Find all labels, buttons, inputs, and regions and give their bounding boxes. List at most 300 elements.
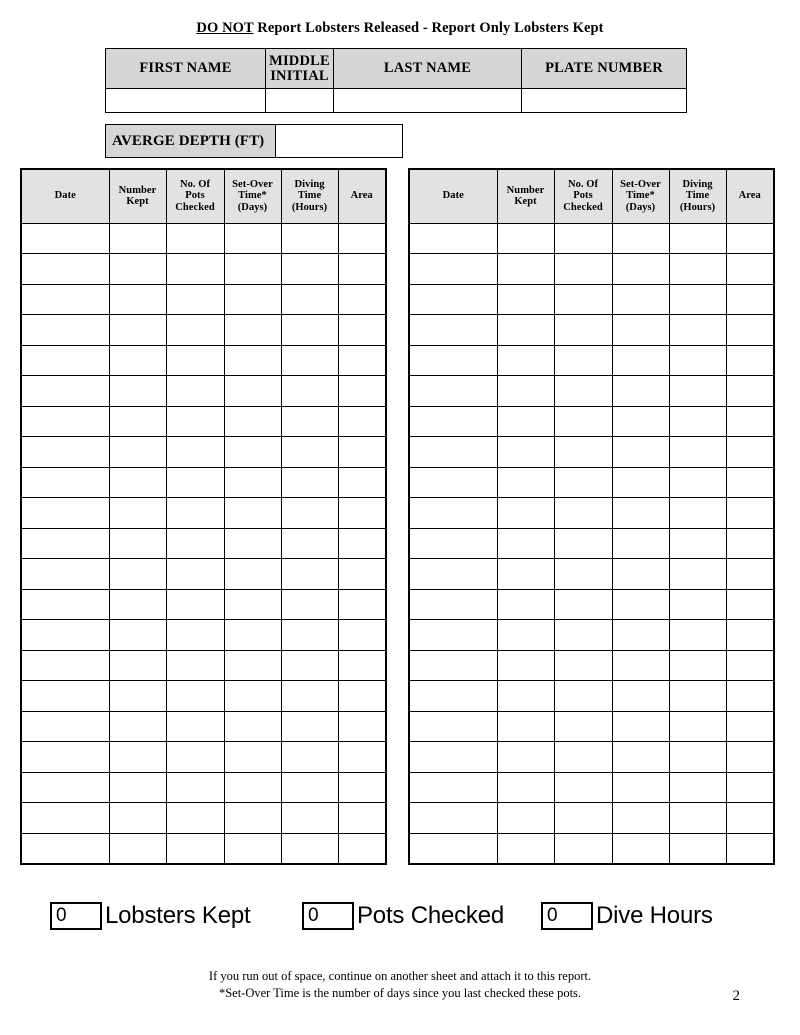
cell-set-over-time-right-21[interactable] [612, 833, 669, 864]
cell-area-right-19[interactable] [726, 772, 774, 803]
cell-set-over-time-left-7[interactable] [224, 406, 281, 437]
cell-area-right-9[interactable] [726, 467, 774, 498]
cell-date-right-18[interactable] [409, 742, 497, 773]
cell-pots-checked-right-1[interactable] [554, 223, 612, 254]
catch-log-row [409, 589, 774, 620]
cell-date-right-21[interactable] [409, 833, 497, 864]
cell-area-left-16[interactable] [338, 681, 386, 712]
cell-date-left-20[interactable] [21, 803, 109, 834]
cell-number-kept-right-10[interactable] [497, 498, 554, 529]
cell-pots-checked-right-11[interactable] [554, 528, 612, 559]
cell-pots-checked-left-8[interactable] [166, 437, 224, 468]
cell-number-kept-right-8[interactable] [497, 437, 554, 468]
header-pots-checked-left [166, 169, 224, 223]
cell-set-over-time-left-15[interactable] [224, 650, 281, 681]
catch-log-row [21, 559, 386, 590]
cell-set-over-time-left-20[interactable] [224, 803, 281, 834]
cell-diving-time-left-1[interactable] [281, 223, 338, 254]
cell-diving-time-left-17[interactable] [281, 711, 338, 742]
cell-diving-time-left-10[interactable] [281, 498, 338, 529]
cell-area-right-14[interactable] [726, 620, 774, 651]
cell-set-over-time-right-3[interactable] [612, 284, 669, 315]
cell-date-right-12[interactable] [409, 559, 497, 590]
cell-diving-time-left-12[interactable] [281, 559, 338, 590]
catch-log-left-body [21, 223, 386, 864]
cell-pots-checked-left-3[interactable] [166, 284, 224, 315]
field-first-name[interactable] [106, 89, 266, 113]
cell-number-kept-right-18[interactable] [497, 742, 554, 773]
cell-area-right-6[interactable] [726, 376, 774, 407]
cell-diving-time-left-5[interactable] [281, 345, 338, 376]
cell-area-left-8[interactable] [338, 437, 386, 468]
cell-pots-checked-right-4[interactable] [554, 315, 612, 346]
cell-diving-time-right-9[interactable] [669, 467, 726, 498]
cell-diving-time-right-7[interactable] [669, 406, 726, 437]
cell-number-kept-left-9[interactable] [109, 467, 166, 498]
cell-pots-checked-right-10[interactable] [554, 498, 612, 529]
cell-pots-checked-left-9[interactable] [166, 467, 224, 498]
cell-area-left-21[interactable] [338, 833, 386, 864]
title-emphasis: DO NOT [196, 20, 254, 36]
field-plate-number[interactable] [522, 89, 687, 113]
cell-area-left-17[interactable] [338, 711, 386, 742]
cell-diving-time-left-2[interactable] [281, 254, 338, 285]
footer-note-setover: *Set-Over Time is the number of days since you last checked these pots. [218, 986, 582, 1001]
cell-date-right-9[interactable] [409, 467, 497, 498]
cell-pots-checked-right-8[interactable] [554, 437, 612, 468]
cell-area-left-11[interactable] [338, 528, 386, 559]
catch-log-left-header-row [21, 169, 386, 223]
cell-number-kept-right-2[interactable] [497, 254, 554, 285]
cell-pots-checked-left-10[interactable] [166, 498, 224, 529]
cell-diving-time-left-21[interactable] [281, 833, 338, 864]
cell-number-kept-left-16[interactable] [109, 681, 166, 712]
cell-number-kept-left-14[interactable] [109, 620, 166, 651]
cell-pots-checked-right-19[interactable] [554, 772, 612, 803]
cell-diving-time-right-15[interactable] [669, 650, 726, 681]
cell-area-right-15[interactable] [726, 650, 774, 681]
cell-set-over-time-left-1[interactable] [224, 223, 281, 254]
catch-log-row [409, 559, 774, 590]
cell-set-over-time-right-18[interactable] [612, 742, 669, 773]
footer-notes [0, 968, 800, 1003]
catch-log-row [409, 498, 774, 529]
cell-pots-checked-left-18[interactable] [166, 742, 224, 773]
cell-area-left-14[interactable] [338, 620, 386, 651]
cell-diving-time-left-3[interactable] [281, 284, 338, 315]
cell-date-right-14[interactable] [409, 620, 497, 651]
catch-log-row [409, 437, 774, 468]
cell-area-right-7[interactable] [726, 406, 774, 437]
cell-pots-checked-left-17[interactable] [166, 711, 224, 742]
cell-diving-time-left-18[interactable] [281, 742, 338, 773]
total-pots-checked-label: Pots Checked [357, 902, 505, 929]
cell-set-over-time-right-9[interactable] [612, 467, 669, 498]
cell-date-left-1[interactable] [21, 223, 109, 254]
cell-pots-checked-left-14[interactable] [166, 620, 224, 651]
cell-date-left-7[interactable] [21, 406, 109, 437]
cell-diving-time-right-2[interactable] [669, 254, 726, 285]
cell-set-over-time-left-2[interactable] [224, 254, 281, 285]
cell-area-left-10[interactable] [338, 498, 386, 529]
average-depth-field[interactable] [276, 125, 403, 158]
cell-number-kept-left-13[interactable] [109, 589, 166, 620]
cell-diving-time-right-11[interactable] [669, 528, 726, 559]
cell-pots-checked-right-5[interactable] [554, 345, 612, 376]
cell-number-kept-left-1[interactable] [109, 223, 166, 254]
cell-pots-checked-right-14[interactable] [554, 620, 612, 651]
cell-number-kept-left-18[interactable] [109, 742, 166, 773]
header-first-name: FIRST NAME [106, 49, 266, 89]
cell-date-left-4[interactable] [21, 315, 109, 346]
cell-number-kept-left-7[interactable] [109, 406, 166, 437]
cell-area-left-9[interactable] [338, 467, 386, 498]
cell-number-kept-left-11[interactable] [109, 528, 166, 559]
catch-log-row [21, 681, 386, 712]
cell-date-right-10[interactable] [409, 498, 497, 529]
cell-date-right-7[interactable] [409, 406, 497, 437]
total-pots-checked-input[interactable] [302, 902, 354, 930]
cell-date-right-6[interactable] [409, 376, 497, 407]
cell-diving-time-left-9[interactable] [281, 467, 338, 498]
cell-area-right-17[interactable] [726, 711, 774, 742]
total-lobsters-kept-group [50, 896, 251, 936]
total-dive-hours-label: Dive Hours [596, 902, 713, 929]
cell-date-right-19[interactable] [409, 772, 497, 803]
cell-pots-checked-right-15[interactable] [554, 650, 612, 681]
cell-number-kept-right-20[interactable] [497, 803, 554, 834]
cell-pots-checked-left-13[interactable] [166, 589, 224, 620]
catch-log-row [409, 223, 774, 254]
cell-number-kept-left-20[interactable] [109, 803, 166, 834]
cell-number-kept-right-21[interactable] [497, 833, 554, 864]
cell-date-right-5[interactable] [409, 345, 497, 376]
cell-number-kept-left-10[interactable] [109, 498, 166, 529]
cell-date-right-2[interactable] [409, 254, 497, 285]
cell-date-left-8[interactable] [21, 437, 109, 468]
header-pots-checked-right [554, 169, 612, 223]
cell-number-kept-right-5[interactable] [497, 345, 554, 376]
cell-number-kept-left-2[interactable] [109, 254, 166, 285]
cell-diving-time-right-12[interactable] [669, 559, 726, 590]
cell-set-over-time-right-15[interactable] [612, 650, 669, 681]
cell-pots-checked-left-21[interactable] [166, 833, 224, 864]
cell-date-right-1[interactable] [409, 223, 497, 254]
cell-diving-time-left-14[interactable] [281, 620, 338, 651]
cell-pots-checked-right-18[interactable] [554, 742, 612, 773]
cell-date-left-2[interactable] [21, 254, 109, 285]
catch-log-row [409, 650, 774, 681]
cell-diving-time-left-8[interactable] [281, 437, 338, 468]
cell-set-over-time-left-4[interactable] [224, 315, 281, 346]
cell-diving-time-right-5[interactable] [669, 345, 726, 376]
cell-number-kept-left-15[interactable] [109, 650, 166, 681]
cell-area-right-2[interactable] [726, 254, 774, 285]
cell-area-right-8[interactable] [726, 437, 774, 468]
average-depth-table [105, 124, 403, 158]
cell-diving-time-right-6[interactable] [669, 376, 726, 407]
cell-date-left-12[interactable] [21, 559, 109, 590]
cell-set-over-time-left-21[interactable] [224, 833, 281, 864]
cell-area-left-7[interactable] [338, 406, 386, 437]
cell-date-left-16[interactable] [21, 681, 109, 712]
cell-set-over-time-right-20[interactable] [612, 803, 669, 834]
header-pots-checked-left-line1: No. Of [179, 178, 211, 190]
cell-date-left-15[interactable] [21, 650, 109, 681]
cell-set-over-time-right-12[interactable] [612, 559, 669, 590]
cell-pots-checked-left-7[interactable] [166, 406, 224, 437]
cell-set-over-time-left-8[interactable] [224, 437, 281, 468]
field-last-name[interactable] [334, 89, 522, 113]
cell-number-kept-left-8[interactable] [109, 437, 166, 468]
cell-diving-time-right-17[interactable] [669, 711, 726, 742]
cell-date-right-3[interactable] [409, 284, 497, 315]
cell-set-over-time-left-14[interactable] [224, 620, 281, 651]
cell-pots-checked-right-6[interactable] [554, 376, 612, 407]
cell-diving-time-left-15[interactable] [281, 650, 338, 681]
header-diving-time-right-line2: Time [685, 190, 710, 202]
cell-pots-checked-right-16[interactable] [554, 681, 612, 712]
header-pots-checked-right-line3: Checked [563, 202, 603, 214]
cell-set-over-time-left-17[interactable] [224, 711, 281, 742]
total-dive-hours-input[interactable] [541, 902, 593, 930]
catch-log-row [409, 742, 774, 773]
cell-diving-time-left-4[interactable] [281, 315, 338, 346]
cell-area-right-11[interactable] [726, 528, 774, 559]
cell-area-left-2[interactable] [338, 254, 386, 285]
header-set-over-time-left-line2: Time* [238, 190, 267, 202]
cell-number-kept-left-12[interactable] [109, 559, 166, 590]
cell-date-right-11[interactable] [409, 528, 497, 559]
cell-number-kept-right-6[interactable] [497, 376, 554, 407]
cell-area-right-20[interactable] [726, 803, 774, 834]
cell-number-kept-right-16[interactable] [497, 681, 554, 712]
cell-area-left-3[interactable] [338, 284, 386, 315]
cell-number-kept-left-5[interactable] [109, 345, 166, 376]
cell-number-kept-left-19[interactable] [109, 772, 166, 803]
cell-set-over-time-right-17[interactable] [612, 711, 669, 742]
cell-number-kept-right-15[interactable] [497, 650, 554, 681]
cell-set-over-time-left-5[interactable] [224, 345, 281, 376]
cell-date-left-5[interactable] [21, 345, 109, 376]
cell-pots-checked-left-11[interactable] [166, 528, 224, 559]
cell-number-kept-right-1[interactable] [497, 223, 554, 254]
cell-pots-checked-left-5[interactable] [166, 345, 224, 376]
cell-date-right-15[interactable] [409, 650, 497, 681]
totals-row [0, 896, 800, 936]
cell-pots-checked-left-1[interactable] [166, 223, 224, 254]
cell-diving-time-right-4[interactable] [669, 315, 726, 346]
cell-pots-checked-left-19[interactable] [166, 772, 224, 803]
cell-set-over-time-left-19[interactable] [224, 772, 281, 803]
cell-area-right-16[interactable] [726, 681, 774, 712]
cell-set-over-time-right-8[interactable] [612, 437, 669, 468]
cell-date-left-6[interactable] [21, 376, 109, 407]
cell-pots-checked-right-13[interactable] [554, 589, 612, 620]
header-pots-checked-right-line2: Pots [573, 190, 593, 202]
cell-set-over-time-right-16[interactable] [612, 681, 669, 712]
cell-number-kept-left-6[interactable] [109, 376, 166, 407]
cell-area-left-5[interactable] [338, 345, 386, 376]
cell-diving-time-right-20[interactable] [669, 803, 726, 834]
header-set-over-time-right-line2: Time* [626, 190, 655, 202]
cell-pots-checked-left-15[interactable] [166, 650, 224, 681]
cell-diving-time-right-10[interactable] [669, 498, 726, 529]
cell-diving-time-left-13[interactable] [281, 589, 338, 620]
total-lobsters-kept-input[interactable] [50, 902, 102, 930]
field-middle-initial[interactable] [266, 89, 334, 113]
catch-log-row [21, 223, 386, 254]
cell-area-left-15[interactable] [338, 650, 386, 681]
cell-diving-time-right-14[interactable] [669, 620, 726, 651]
cell-pots-checked-right-2[interactable] [554, 254, 612, 285]
cell-pots-checked-right-7[interactable] [554, 406, 612, 437]
cell-set-over-time-right-5[interactable] [612, 345, 669, 376]
cell-diving-time-right-21[interactable] [669, 833, 726, 864]
cell-diving-time-right-13[interactable] [669, 589, 726, 620]
cell-area-left-12[interactable] [338, 559, 386, 590]
cell-date-right-8[interactable] [409, 437, 497, 468]
cell-pots-checked-right-12[interactable] [554, 559, 612, 590]
cell-pots-checked-left-16[interactable] [166, 681, 224, 712]
cell-set-over-time-right-11[interactable] [612, 528, 669, 559]
cell-number-kept-right-14[interactable] [497, 620, 554, 651]
cell-date-left-10[interactable] [21, 498, 109, 529]
cell-area-right-3[interactable] [726, 284, 774, 315]
cell-date-right-4[interactable] [409, 315, 497, 346]
cell-pots-checked-left-2[interactable] [166, 254, 224, 285]
header-last-name: LAST NAME [334, 49, 522, 89]
catch-log-row [21, 742, 386, 773]
cell-date-right-17[interactable] [409, 711, 497, 742]
cell-set-over-time-left-16[interactable] [224, 681, 281, 712]
cell-set-over-time-left-12[interactable] [224, 559, 281, 590]
cell-date-left-14[interactable] [21, 620, 109, 651]
cell-pots-checked-left-6[interactable] [166, 376, 224, 407]
cell-diving-time-right-1[interactable] [669, 223, 726, 254]
cell-set-over-time-left-18[interactable] [224, 742, 281, 773]
cell-set-over-time-right-2[interactable] [612, 254, 669, 285]
header-number-kept-left-line2: Kept [126, 196, 149, 208]
cell-set-over-time-right-19[interactable] [612, 772, 669, 803]
cell-set-over-time-right-10[interactable] [612, 498, 669, 529]
cell-set-over-time-right-14[interactable] [612, 620, 669, 651]
cell-number-kept-right-19[interactable] [497, 772, 554, 803]
catch-log-row [409, 467, 774, 498]
cell-date-right-13[interactable] [409, 589, 497, 620]
angler-identity-table [105, 48, 687, 113]
cell-set-over-time-left-10[interactable] [224, 498, 281, 529]
cell-number-kept-right-7[interactable] [497, 406, 554, 437]
cell-date-left-21[interactable] [21, 833, 109, 864]
cell-pots-checked-left-12[interactable] [166, 559, 224, 590]
cell-diving-time-left-16[interactable] [281, 681, 338, 712]
cell-pots-checked-right-21[interactable] [554, 833, 612, 864]
cell-date-left-11[interactable] [21, 528, 109, 559]
cell-date-left-13[interactable] [21, 589, 109, 620]
cell-diving-time-right-3[interactable] [669, 284, 726, 315]
header-date-left-line1: Date [54, 190, 76, 202]
cell-date-left-18[interactable] [21, 742, 109, 773]
cell-set-over-time-left-13[interactable] [224, 589, 281, 620]
cell-number-kept-left-3[interactable] [109, 284, 166, 315]
cell-pots-checked-right-17[interactable] [554, 711, 612, 742]
cell-area-right-10[interactable] [726, 498, 774, 529]
cell-diving-time-left-7[interactable] [281, 406, 338, 437]
catch-log-row [409, 620, 774, 651]
cell-area-right-21[interactable] [726, 833, 774, 864]
cell-area-left-19[interactable] [338, 772, 386, 803]
cell-diving-time-right-8[interactable] [669, 437, 726, 468]
cell-number-kept-right-11[interactable] [497, 528, 554, 559]
cell-set-over-time-right-7[interactable] [612, 406, 669, 437]
cell-area-left-6[interactable] [338, 376, 386, 407]
cell-area-left-13[interactable] [338, 589, 386, 620]
cell-area-right-5[interactable] [726, 345, 774, 376]
cell-diving-time-right-19[interactable] [669, 772, 726, 803]
total-pots-checked-group [302, 896, 504, 936]
cell-pots-checked-left-20[interactable] [166, 803, 224, 834]
cell-date-left-9[interactable] [21, 467, 109, 498]
cell-number-kept-right-13[interactable] [497, 589, 554, 620]
cell-date-right-20[interactable] [409, 803, 497, 834]
cell-diving-time-left-20[interactable] [281, 803, 338, 834]
cell-set-over-time-right-1[interactable] [612, 223, 669, 254]
cell-number-kept-right-12[interactable] [497, 559, 554, 590]
cell-set-over-time-left-9[interactable] [224, 467, 281, 498]
cell-diving-time-right-18[interactable] [669, 742, 726, 773]
cell-area-left-18[interactable] [338, 742, 386, 773]
cell-diving-time-left-6[interactable] [281, 376, 338, 407]
cell-set-over-time-right-13[interactable] [612, 589, 669, 620]
cell-area-right-13[interactable] [726, 589, 774, 620]
cell-pots-checked-left-4[interactable] [166, 315, 224, 346]
cell-set-over-time-left-6[interactable] [224, 376, 281, 407]
cell-number-kept-right-4[interactable] [497, 315, 554, 346]
cell-number-kept-right-3[interactable] [497, 284, 554, 315]
cell-date-right-16[interactable] [409, 681, 497, 712]
cell-set-over-time-left-3[interactable] [224, 284, 281, 315]
cell-diving-time-left-19[interactable] [281, 772, 338, 803]
cell-number-kept-right-9[interactable] [497, 467, 554, 498]
cell-number-kept-right-17[interactable] [497, 711, 554, 742]
cell-number-kept-left-4[interactable] [109, 315, 166, 346]
cell-pots-checked-right-20[interactable] [554, 803, 612, 834]
cell-area-right-4[interactable] [726, 315, 774, 346]
cell-date-left-17[interactable] [21, 711, 109, 742]
cell-set-over-time-right-6[interactable] [612, 376, 669, 407]
cell-diving-time-right-16[interactable] [669, 681, 726, 712]
cell-area-left-4[interactable] [338, 315, 386, 346]
cell-set-over-time-left-11[interactable] [224, 528, 281, 559]
cell-date-left-3[interactable] [21, 284, 109, 315]
catch-log-row [409, 803, 774, 834]
cell-number-kept-left-21[interactable] [109, 833, 166, 864]
header-diving-time-left [281, 169, 338, 223]
cell-pots-checked-right-9[interactable] [554, 467, 612, 498]
cell-area-right-12[interactable] [726, 559, 774, 590]
cell-area-right-1[interactable] [726, 223, 774, 254]
header-number-kept-left-line1: Number [118, 184, 157, 196]
cell-diving-time-left-11[interactable] [281, 528, 338, 559]
cell-area-right-18[interactable] [726, 742, 774, 773]
cell-date-left-19[interactable] [21, 772, 109, 803]
cell-pots-checked-right-3[interactable] [554, 284, 612, 315]
cell-area-left-20[interactable] [338, 803, 386, 834]
cell-set-over-time-right-4[interactable] [612, 315, 669, 346]
cell-area-left-1[interactable] [338, 223, 386, 254]
cell-number-kept-left-17[interactable] [109, 711, 166, 742]
